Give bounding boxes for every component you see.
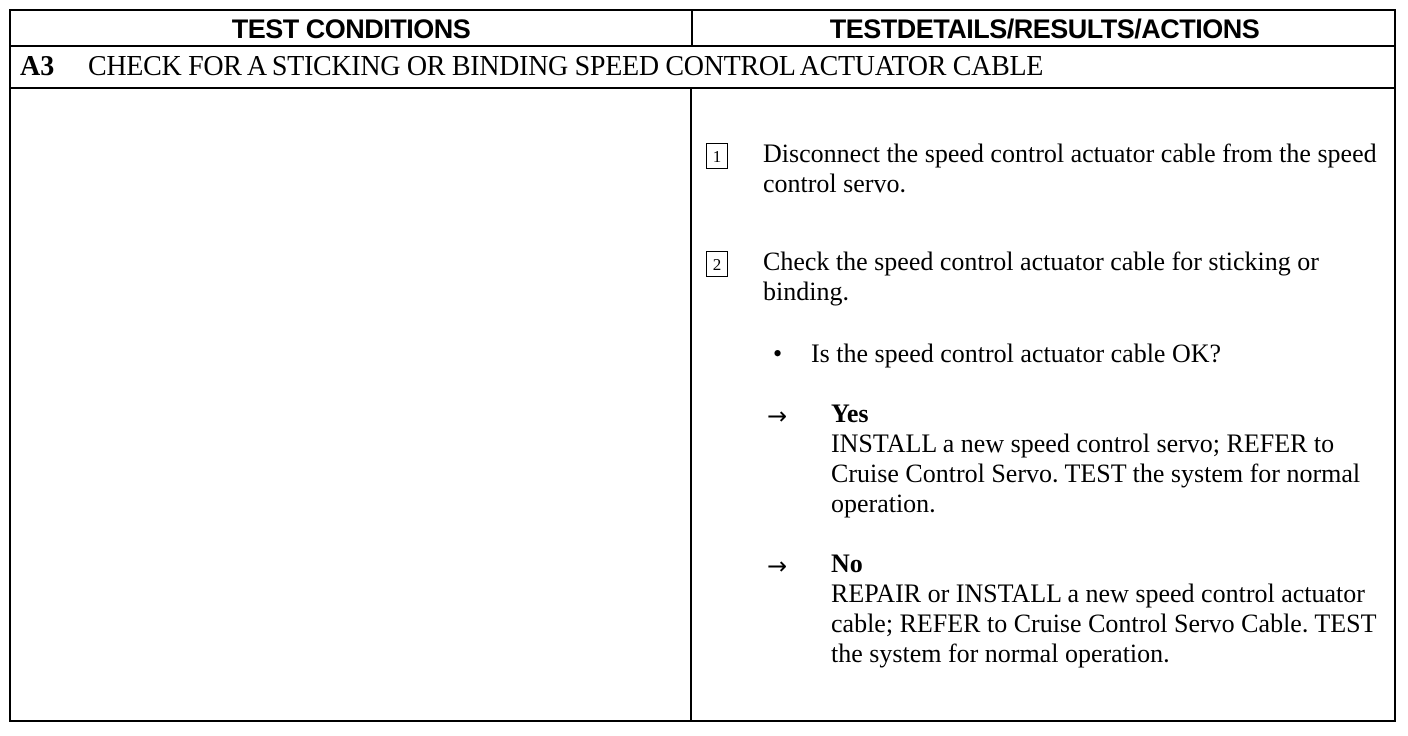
yes-action: INSTALL a new speed control servo; REFER to Cruise Control Servo. TEST the system for normal operation. — [831, 429, 1361, 518]
step-number-box-2: 2 — [706, 251, 728, 277]
header-test-conditions: TEST CONDITIONS — [231, 14, 471, 44]
question-text: Is the speed control actuator cable OK? — [811, 339, 1222, 368]
step-number-box-1: 1 — [706, 143, 728, 169]
step-title-row — [11, 47, 1394, 89]
diagnostic-table — [9, 9, 1396, 722]
no-action: REPAIR or INSTALL a new speed control actuator cable; REFER to Cruise Control Servo Cable. TEST the system for normal operation. — [831, 579, 1376, 668]
column-divider — [690, 89, 692, 722]
table-header-row — [11, 11, 1394, 47]
instruction-1: Disconnect the speed control actuator cable from the speed control servo. — [763, 139, 1377, 198]
question-bullet: • — [773, 339, 783, 368]
yes-label: Yes — [831, 399, 869, 428]
step-id: A3 — [20, 51, 55, 82]
header-test-details: TESTDETAILS/RESULTS/ACTIONS — [829, 14, 1260, 44]
no-branch — [831, 549, 1391, 669]
no-arrow-icon: → — [767, 552, 788, 580]
yes-branch — [831, 399, 1391, 519]
yes-arrow-icon: → — [767, 402, 788, 430]
instruction-2: Check the speed control actuator cable for sticking or binding. — [763, 247, 1319, 306]
no-label: No — [831, 549, 863, 578]
test-details-column — [693, 89, 1396, 722]
step-title: CHECK FOR A STICKING OR BINDING SPEED CONTROL ACTUATOR CABLE — [88, 51, 1044, 82]
